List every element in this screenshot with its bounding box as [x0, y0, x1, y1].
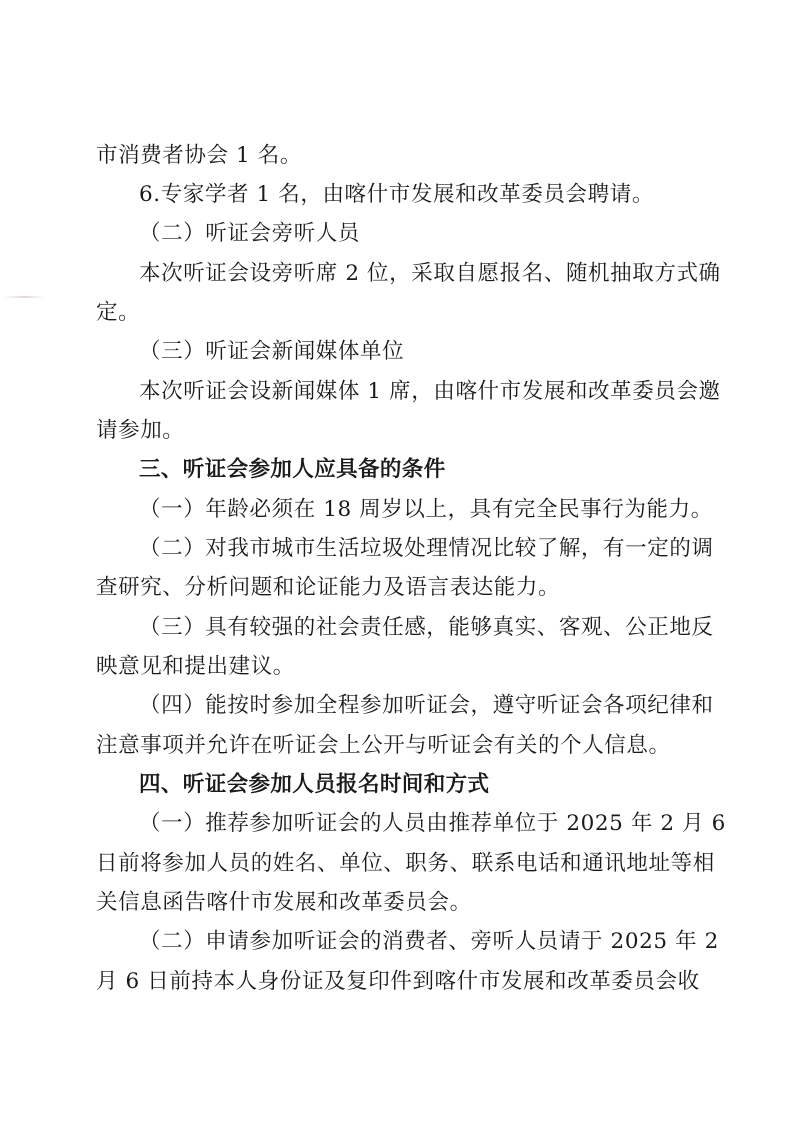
text-line: （二）申请参加听证会的消费者、旁听人员请于 2025 年 2 — [139, 929, 719, 954]
text-line: （三）听证会新闻媒体单位 — [139, 339, 405, 364]
scan-artifact — [4, 296, 44, 298]
text-line: （二）对我市城市生活垃圾处理情况比较了解，有一定的调 — [139, 536, 714, 561]
text-line: （四）能按时参加全程参加听证会，遵守听证会各项纪律和 — [139, 693, 714, 718]
text-line: （一）推荐参加听证会的人员由推荐单位于 2025 年 2 月 6 — [139, 811, 726, 836]
text-line: （一）年龄必须在 18 周岁以上，具有完全民事行为能力。 — [139, 497, 713, 522]
text-line: 本次听证会设新闻媒体 1 席，由喀什市发展和改革委员会邀 — [139, 379, 721, 404]
text-line: 定。 — [96, 300, 141, 325]
text-line: 查研究、分析问题和论证能力及语言表达能力。 — [96, 575, 561, 600]
text-line: 市消费者协会 1 名。 — [96, 143, 302, 168]
text-line: 注意事项并允许在听证会上公开与听证会有关的个人信息。 — [96, 733, 671, 758]
text-line: 月 6 日前持本人身份证及复印件到喀什市发展和改革委员会收 — [96, 969, 700, 994]
text-line: 6.专家学者 1 名，由喀什市发展和改革委员会聘请。 — [139, 182, 654, 207]
text-line: 本次听证会设旁听席 2 位，采取自愿报名、随机抽取方式确 — [139, 261, 721, 286]
text-line: 关信息函告喀什市发展和改革委员会。 — [96, 890, 472, 915]
section-heading: 四、听证会参加人员报名时间和方式 — [139, 772, 490, 797]
text-line: 日前将参加人员的姓名、单位、职务、联系电话和通讯地址等相 — [96, 851, 715, 876]
text-line: （二）听证会旁听人员 — [139, 221, 361, 246]
text-line: （三）具有较强的社会责任感，能够真实、客观、公正地反 — [139, 615, 714, 640]
text-line: 请参加。 — [96, 418, 185, 443]
section-heading: 三、听证会参加人应具备的条件 — [139, 457, 446, 482]
text-line: 映意见和提出建议。 — [96, 654, 295, 679]
